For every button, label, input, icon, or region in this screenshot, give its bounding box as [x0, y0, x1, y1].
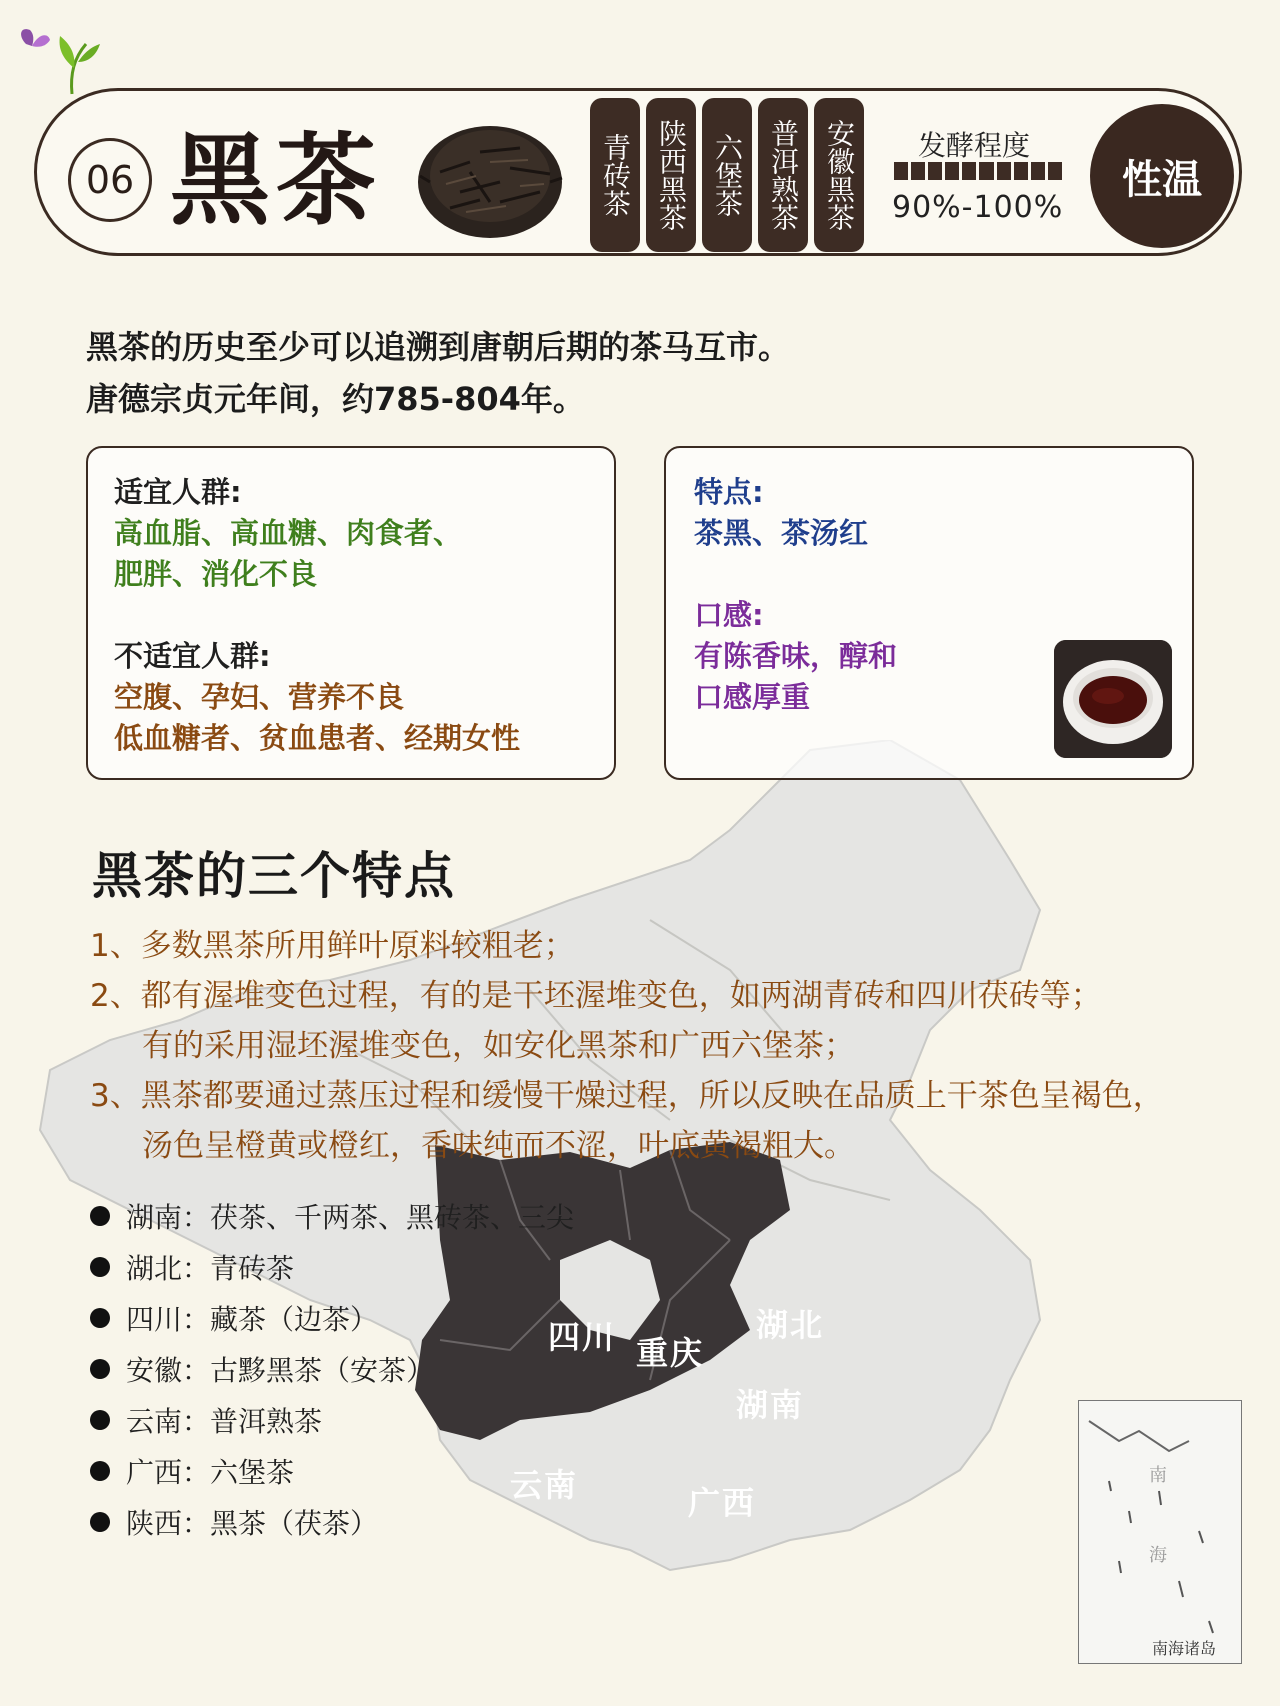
map-label-guangxi: 广西: [688, 1484, 757, 1522]
region-list: [90, 1190, 574, 1547]
unsuitable-line-1: 空腹、孕妇、营养不良: [114, 680, 405, 714]
features-title: 黑茶的三个特点: [92, 847, 456, 905]
tea-cup-image: [1054, 640, 1172, 758]
list-item: 四川：藏茶（边茶）: [90, 1292, 574, 1343]
list-item: 湖南：茯茶、千两茶、黑砖茶、三尖: [90, 1190, 574, 1241]
intro-line-1: 黑茶的历史至少可以追溯到唐朝后期的茶马互市。: [86, 328, 791, 366]
fermentation-value: 90%-100%: [892, 190, 1064, 225]
list-item: 云南：普洱熟茶: [90, 1394, 574, 1445]
fermentation-label: 发酵程度: [918, 129, 1031, 162]
suitable-heading: 适宜人群:: [114, 475, 242, 509]
unsuitable-line-2: 低血糖者、贫血患者、经期女性: [114, 721, 521, 755]
variety-tag-2: 陕西黑茶: [646, 98, 696, 252]
page-title: 黑茶: [170, 122, 382, 239]
inset-char-hai: 海: [1149, 1545, 1167, 1566]
dark-tea-leaves-image: [410, 112, 570, 244]
list-item: 陕西：黑茶（茯茶）: [90, 1496, 574, 1547]
butterfly-leaf-icon: [12, 18, 102, 98]
feature-item-2-line-2: 有的采用湿坯渥堆变色，如安化黑茶和广西六堡茶；: [142, 1028, 855, 1064]
variety-tag-4: 普洱熟茶: [758, 98, 808, 252]
suitable-line-1: 高血脂、高血糖、肉食者、: [114, 516, 463, 550]
taste-line-2: 口感厚重: [694, 680, 811, 714]
section-number: 06: [68, 138, 152, 222]
list-item: 广西：六堡茶: [90, 1445, 574, 1496]
map-label-sichuan: 四川: [548, 1318, 617, 1356]
variety-tag-5: 安徽黑茶: [814, 98, 864, 252]
list-item: 湖北：青砖茶: [90, 1241, 574, 1292]
list-item: 安徽：古黟黑茶（安茶）: [90, 1343, 574, 1394]
feature-item-3-line-1: 3、黑茶都要通过蒸压过程和缓慢干燥过程，所以反映在品质上干茶色呈褐色，: [90, 1078, 1164, 1114]
variety-tag-3: 六堡茶: [702, 98, 752, 252]
unsuitable-heading: 不适宜人群:: [114, 639, 271, 673]
feature-text: 茶黑、茶汤红: [694, 516, 869, 550]
map-label-yunnan: 云南: [510, 1466, 579, 1504]
taste-line-1: 有陈香味，醇和: [694, 639, 898, 673]
suitable-people-card: [86, 446, 616, 780]
map-label-hunan: 湖南: [736, 1386, 805, 1424]
inset-char-nan: 南: [1149, 1465, 1167, 1486]
south-sea-inset: [1078, 1400, 1242, 1664]
map-label-hubei: 湖北: [756, 1306, 825, 1344]
feature-item-2-line-1: 2、都有渥堆变色过程，有的是干坯渥堆变色，如两湖青砖和四川茯砖等；: [90, 978, 1102, 1014]
suitable-line-2: 肥胖、消化不良: [114, 557, 318, 591]
nature-badge: 性温: [1090, 104, 1234, 248]
feature-heading: 特点:: [694, 475, 764, 509]
feature-item-1: 1、多数黑茶所用鲜叶原料较粗老；: [90, 928, 575, 964]
intro-line-2: 唐德宗贞元年间，约785-804年。: [86, 380, 585, 418]
feature-item-3-line-2: 汤色呈橙黄或橙红，香味纯而不涩，叶底黄褐粗大。: [142, 1128, 855, 1164]
taste-heading: 口感:: [694, 598, 764, 632]
variety-tag-1: 青砖茶: [590, 98, 640, 252]
inset-label: 南海诸岛: [1152, 1639, 1217, 1658]
map-label-chongqing: 重庆: [636, 1334, 705, 1372]
fermentation-bar: [894, 162, 1062, 180]
